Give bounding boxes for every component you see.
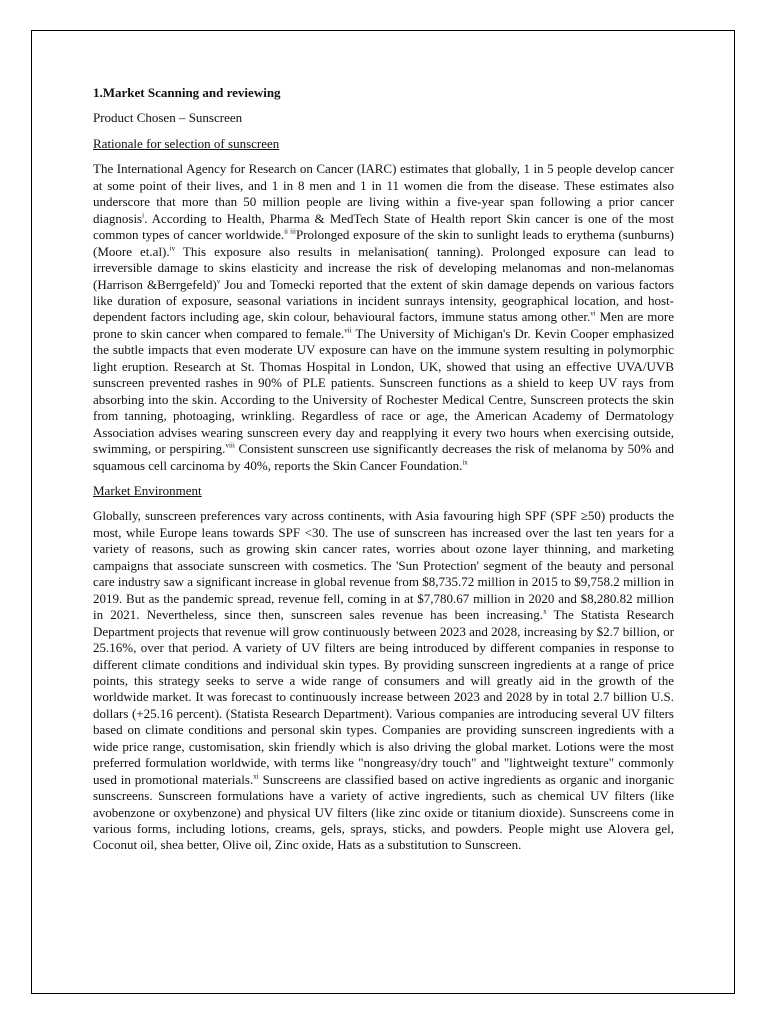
footnote-ref: ix: [462, 458, 468, 467]
product-chosen-line: Product Chosen – Sunscreen: [93, 110, 243, 126]
market-text-2: The Statista Research Department projects that revenue will grow continuously between 2023 and 2028, increasing by $2.7 billion, or 25.16%, over that period. A variety of UV filters are being introduced by different companies in response to different climate conditions and individual skin types. By providing sunscreen ingredients at a range of price points, this strategy seeks to serve a wide range of consumers and will greatly aid in the growth of the worldwide market. It was forecast to continuously increase between 2023 and 2028 by in total 2.7 billion U.S. dollars (+25.16 percent). (Statista Research Department). Various companies are introducing several UV filters based on climate conditions and personal skin types. Companies are providing sunscreen ingredients with a wide price range, customisation, skin friendly which is also driving the global market. Lotions were the most preferred formulation worldwide, with terms like "nongreasy/dry touch" and "lightweight texture" commonly used in promotional materials.: [93, 607, 674, 787]
rationale-text-1: The International Agency for Research on Cancer (IARC) estimates that globally, 1 in 5 people develop cancer at some point of their lives, and 1 in 8 men and 1 in 11 women die from the disease. These estimates also underscore that more than 50 million people are living within a five-year span following a prior cancer diagnosis: [93, 161, 674, 226]
rationale-text-3: Prolonged exposure of the skin to sunlight leads to erythema (sunburns)(Moore et.al).: [93, 227, 674, 259]
footnote-ref: iv: [169, 244, 176, 253]
footnote-ref: v: [216, 277, 221, 286]
rationale-text-6: Men are more prone to skin cancer when compared to female.: [93, 309, 674, 341]
rationale-text-8: Consistent sunscreen use significantly decreases the risk of melanoma by 50% and squamous cell carcinoma by 40%, reports the Skin Cancer Foundation.: [93, 441, 674, 473]
footnote-ref: x: [543, 607, 547, 616]
market-text-3: Sunscreens are classified based on active ingredients as organic and inorganic sunscreens. Sunscreen formulations have a variety of active ingredients, such as chemical UV filters (like avobenzone or oxybenzone) and physical UV filters (like zinc oxide or titanium dioxide). Sunscreens come in various forms, including lotions, creams, gels, sprays, sticks, and powders. People might use Alovera gel, Coconut oil, shea better, Olive oil, Zinc oxide, Hats as a substitution to Sunscreen.: [93, 771, 674, 853]
footnote-ref: i: [142, 211, 145, 220]
rationale-paragraph: [93, 161, 674, 474]
footnote-ref: xi: [253, 772, 259, 781]
document-body: [93, 85, 674, 863]
rationale-text-7: The University of Michigan's Dr. Kevin Cooper emphasized the subtle impacts that even moderate UV exposure can have on the immune system resulting in polymorphic light eruption. Research at St. Thomas Hospital in London, UK, showed that using an effective UVA/UVB sunscreen prevented rashes in 90% of PLE patients. Sunscreen functions as a shield to keep UV rays from absorbing into the skin. According to the University of Rochester Medical Centre, Sunscreen protects the skin from tanning, photoaging, wrinkling. Regardless of race or age, the American Academy of Dermatology Association advises wearing sunscreen every day and reapplying it every two hours when exercising outside, swimming, or perspiring.: [93, 325, 674, 457]
rationale-text-5: Jou and Tomecki reported that the extent of skin damage depends on various factors like duration of exposure, seasonal variations in incident sunrays intensity, geographical location, and host-dependent factors including age, skin colour, behavioural factors, immune status among other.: [93, 276, 674, 325]
footnote-ref: viii: [225, 441, 235, 450]
section-heading: 1.Market Scanning and reviewing: [93, 85, 281, 100]
market-environment-subheading: Market Environment: [93, 482, 202, 498]
rationale-text-2: . According to Health, Pharma & MedTech State of Health report Skin cancer is one of the most common types of cancer worldwide.: [93, 210, 674, 243]
market-text-1: Globally, sunscreen preferences vary across continents, with Asia favouring high SPF (SPF ≥50) products the most, while Europe leans towards SPF <30. The use of sunscreen has increased over the last ten years for a variety of reasons, such as growing skin cancer rates, worries about ozone layer thinning, and marketing campaigns that associate sunscreen with cosmetics. The 'Sun Protection' segment of the beauty and personal care industry saw a significant increase in global revenue from $8,735.72 million in 2015 to $9,758.2 million in 2019. But as the pandemic spread, revenue fell, coming in at $7,780.67 million in 2020 and $8,280.82 million in 2021. Nevertheless, since then, sunscreen sales revenue has been increasing.: [93, 508, 674, 623]
footnote-ref: vi: [590, 310, 596, 319]
market-paragraph: [93, 508, 674, 854]
rationale-text-4: This exposure also results in melanisation( tanning). Prolonged exposure can lead to irreversible damage to skins elasticity and increase the risk of developing melanomas and non-melanomas (Harrison &Berrgefeld): [93, 243, 674, 292]
footnote-ref: ii iii: [284, 227, 296, 236]
rationale-subheading: Rationale for selection of sunscreen: [93, 135, 280, 151]
footnote-ref: vii: [344, 326, 352, 335]
